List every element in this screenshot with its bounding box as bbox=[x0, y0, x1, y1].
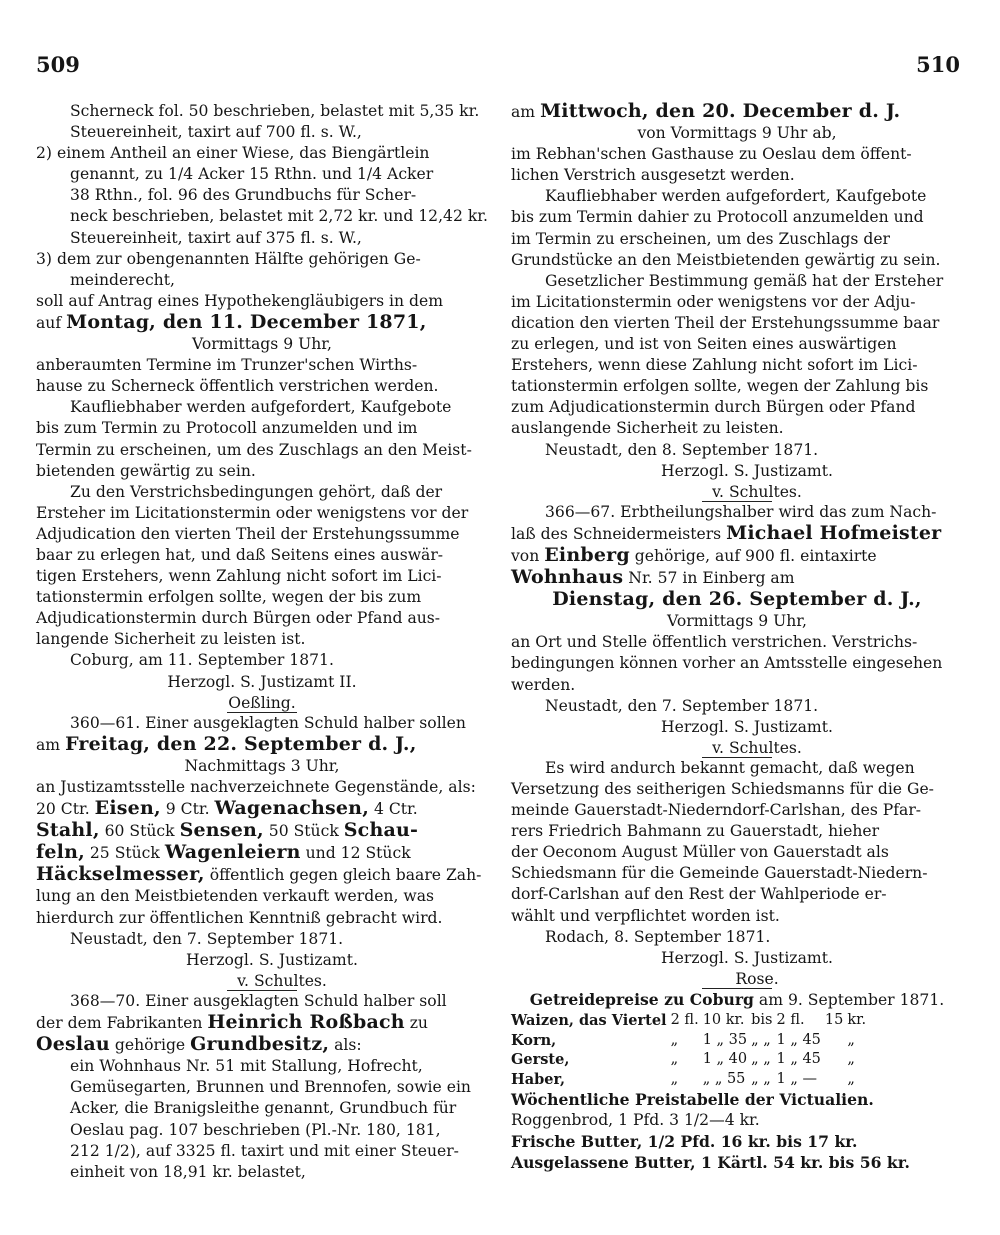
grain-prices-table bbox=[511, 1011, 870, 1089]
item-name: Wagenleiern bbox=[164, 841, 301, 864]
place-date: Neustadt, den 7. September 1871. bbox=[545, 696, 819, 715]
official-name: Rose. bbox=[735, 969, 779, 988]
text-line: baar zu erlegen hat, und daß Seitens eines auswär- bbox=[36, 545, 444, 564]
item-name: Stahl, bbox=[36, 819, 100, 842]
text-line: im Termin zu erscheinen, um des Zuschlags der bbox=[511, 229, 891, 248]
place-date: Neustadt, den 8. September 1871. bbox=[545, 440, 819, 459]
text-span: von bbox=[511, 546, 540, 565]
text-line: langende Sicherheit zu leisten ist. bbox=[36, 630, 306, 649]
grain-price-row bbox=[511, 1070, 870, 1090]
text-line: Oeslau pag. 107 beschrieben (Pl.-Nr. 180, 181, bbox=[70, 1120, 441, 1139]
grain-price-cell: 1 „ 45 bbox=[776, 1051, 821, 1068]
text-line: an Justizamtsstelle nachverzeichnete Gegenstände, als: bbox=[36, 778, 476, 796]
office-signature: Herzogl. S. Justizamt. bbox=[186, 950, 358, 969]
text-line: Kaufliebhaber werden aufgefordert, Kaufgebote bbox=[545, 187, 927, 206]
text-line: 212 1/2), auf 3325 fl. taxirt und mit einer Steuer- bbox=[70, 1141, 459, 1160]
time-line: Vormittags 9 Uhr, bbox=[192, 335, 332, 354]
text-line: rers Friedrich Bahmann zu Gauerstadt, hieher bbox=[511, 822, 880, 841]
text-line: einheit von 18,91 kr. belastet, bbox=[70, 1162, 306, 1181]
text-line: hierdurch zur öffentlichen Kenntniß gebracht wird. bbox=[36, 908, 443, 927]
grain-price-cell: 15 bbox=[824, 1012, 844, 1029]
text-line bbox=[36, 1034, 488, 1056]
text-line: an Ort und Stelle öffentlich verstrichen. Verstrichs- bbox=[511, 633, 918, 652]
item-name: Schau- bbox=[343, 819, 419, 842]
date-line bbox=[36, 734, 488, 756]
text-line: Steuereinheit, taxirt auf 375 fl. s. W., bbox=[70, 228, 362, 247]
victual-line: Ausgelassene Butter, 1 Kärtl. 54 kr. bis 56 kr. bbox=[511, 1153, 910, 1173]
text-line: zu erlegen, und ist von Seiten eines auswärtigen bbox=[511, 335, 897, 354]
place-name: Einberg bbox=[544, 543, 630, 566]
grain-price-cell: „ „ bbox=[751, 1070, 771, 1087]
official-name: Oeßling. bbox=[228, 693, 296, 712]
text-line: Scherneck fol. 50 beschrieben, belastet mit 5,35 kr. bbox=[70, 102, 480, 120]
grain-price-row bbox=[511, 1031, 870, 1051]
text-line: 2) einem Antheil an einer Wiese, das Biengärtlein bbox=[36, 144, 430, 163]
text-span: 4 Ctr. bbox=[373, 800, 418, 819]
time-line: von Vormittags 9 Uhr ab, bbox=[637, 124, 837, 143]
text-line: zum Adjudicationstermin durch Bürgen oder Pfand bbox=[511, 398, 916, 417]
text-span: gehörige bbox=[114, 1036, 186, 1055]
text-line: Steuereinheit, taxirt auf 700 fl. s. W., bbox=[70, 123, 362, 142]
text-line: bedingungen können vorher an Amtsstelle eingesehen bbox=[511, 654, 943, 673]
page-number-left: 509 bbox=[36, 52, 80, 77]
text-line: bietenden gewärtig zu sein. bbox=[36, 461, 256, 480]
text-line: anberaumten Termine im Trunzer'schen Wirths- bbox=[36, 356, 418, 375]
time-line: Nachmittags 3 Uhr, bbox=[184, 756, 340, 775]
grain-price-cell: 1 „ — bbox=[776, 1070, 817, 1087]
text-line: 368—70. Einer ausgeklagten Schuld halber soll bbox=[70, 991, 447, 1010]
time-line: Vormittags 9 Uhr, bbox=[667, 612, 807, 631]
text-line: werden. bbox=[511, 675, 576, 694]
text-span: als: bbox=[334, 1036, 362, 1055]
grain-name-cell: Gerste, bbox=[511, 1051, 570, 1069]
place-date: Neustadt, den 7. September 1871. bbox=[70, 929, 344, 948]
grain-prices-title: Getreidepreise zu Coburg bbox=[529, 989, 754, 1009]
text-line: tationstermin erfolgen sollte, wegen der bis zum bbox=[36, 588, 422, 607]
official-name: v. Schultes. bbox=[712, 738, 802, 757]
text-line bbox=[36, 798, 488, 820]
text-line bbox=[36, 820, 488, 842]
grain-price-cell: „ bbox=[670, 1051, 679, 1068]
grain-price-cell: „ bbox=[847, 1070, 855, 1087]
text-line: dorf-Carlshan auf den Rest der Wahlperiode er- bbox=[511, 885, 887, 904]
grain-price-cell: „ „ 55 bbox=[702, 1070, 746, 1087]
text-span: öffentlich gegen gleich baare Zah- bbox=[209, 866, 482, 885]
text-line: Adjudicationstermin durch Bürgen oder Pfand aus- bbox=[36, 609, 441, 628]
auction-date: Montag, den 11. December 1871, bbox=[66, 310, 427, 333]
text-span: 9 Ctr. bbox=[165, 800, 210, 819]
date-line bbox=[36, 312, 488, 334]
item-name: Grundbesitz, bbox=[190, 1033, 330, 1056]
office-signature: Herzogl. S. Justizamt. bbox=[661, 948, 833, 967]
grain-price-row bbox=[511, 1050, 870, 1070]
text-line: Kaufliebhaber werden aufgefordert, Kaufgebote bbox=[70, 398, 452, 417]
grain-price-cell: 1 „ 40 bbox=[702, 1051, 748, 1068]
auction-date-text: Dienstag, den 26. September d. J., bbox=[552, 588, 922, 611]
text-line: lung an den Meistbietenden verkauft werden, was bbox=[36, 887, 435, 906]
page-number-right: 510 bbox=[916, 52, 960, 77]
text-line: genannt, zu 1/4 Acker 15 Rthn. und 1/4 Acker bbox=[70, 165, 434, 184]
grain-prices-heading bbox=[511, 989, 963, 1011]
item-name: feln, bbox=[36, 841, 85, 864]
grain-price-cell: „ „ bbox=[751, 1051, 771, 1068]
person-name: Michael Hofmeister bbox=[726, 521, 942, 544]
text-line: neck beschrieben, belastet mit 2,72 kr. und 12,42 kr. bbox=[70, 207, 488, 226]
grain-price-cell: „ bbox=[670, 1031, 679, 1048]
grain-price-cell: 1 „ 35 bbox=[702, 1031, 748, 1048]
text-line: 366—67. Erbtheilungshalber wird das zum Nach- bbox=[545, 502, 937, 521]
text-line bbox=[511, 545, 963, 567]
place-date: Coburg, am 11. September 1871. bbox=[70, 651, 334, 670]
grain-price-cell: 2 fl. bbox=[776, 1012, 805, 1029]
office-signature: Herzogl. S. Justizamt. bbox=[661, 717, 833, 736]
grain-name-cell: Korn, bbox=[511, 1031, 557, 1049]
person-name: Heinrich Roßbach bbox=[207, 1011, 405, 1034]
text-span: am bbox=[511, 103, 536, 121]
text-line: Adjudication den vierten Theil der Erstehungssumme bbox=[36, 524, 460, 543]
grain-price-cell: 2 fl. bbox=[670, 1012, 699, 1029]
text-line: 38 Rthn., fol. 96 des Grundbuchs für Scher- bbox=[70, 186, 417, 205]
text-line: bis zum Termin zu Protocoll anzumelden und im bbox=[36, 419, 418, 438]
victual-line: Roggenbrod, 1 Pfd. 3 1/2—4 kr. bbox=[511, 1111, 760, 1130]
item-name: Wohnhaus bbox=[511, 566, 624, 589]
grain-price-cell bbox=[825, 1050, 847, 1070]
office-signature: Herzogl. S. Justizamt. bbox=[661, 461, 833, 480]
text-line: im Licitationstermin oder wenigstens vor der Adju- bbox=[511, 292, 916, 311]
official-name: v. Schultes. bbox=[237, 971, 327, 990]
text-line: ein Wohnhaus Nr. 51 mit Stallung, Hofrecht, bbox=[70, 1057, 423, 1076]
text-line: Gemüsegarten, Brunnen und Brennofen, sowie ein bbox=[70, 1078, 471, 1097]
text-line: tationstermin erfolgen sollte, wegen der Zahlung bis bbox=[511, 377, 929, 396]
text-span: auf bbox=[36, 313, 62, 332]
text-span: 25 Stück bbox=[89, 844, 160, 863]
text-line: Gesetzlicher Bestimmung gemäß hat der Ersteher bbox=[545, 271, 944, 290]
grain-name-cell: Haber, bbox=[511, 1070, 566, 1088]
grain-price-cell bbox=[825, 1031, 847, 1051]
grain-price-cell: „ bbox=[847, 1031, 855, 1048]
text-line: 360—61. Einer ausgeklagten Schuld halber sollen bbox=[70, 713, 466, 732]
text-line: Grundstücke an den Meistbietenden gewärtig zu sein. bbox=[511, 250, 941, 269]
text-line: dication den vierten Theil der Erstehungssumme baar bbox=[511, 313, 940, 332]
text-line: Termin zu erscheinen, um des Zuschlags an den Meist- bbox=[36, 440, 472, 459]
text-span: und 12 Stück bbox=[305, 844, 411, 863]
auction-date: Mittwoch, den 20. December d. J. bbox=[540, 100, 901, 122]
grain-price-cell: bis bbox=[751, 1012, 773, 1029]
auction-date bbox=[511, 589, 963, 611]
text-span: zu bbox=[409, 1014, 428, 1033]
text-line: Versetzung des seitherigen Schiedsmanns für die Ge- bbox=[511, 780, 934, 798]
auction-date: Freitag, den 22. September d. J., bbox=[65, 732, 417, 755]
text-line: im Rebhan'schen Gasthause zu Oeslau dem öffent- bbox=[511, 145, 912, 164]
text-span: der dem Fabrikanten bbox=[36, 1014, 203, 1033]
grain-price-cell: „ bbox=[847, 1051, 855, 1068]
grain-price-row bbox=[511, 1011, 870, 1031]
text-line: Zu den Verstrichsbedingungen gehört, daß der bbox=[70, 482, 443, 501]
text-span: laß des Schneidermeisters bbox=[511, 524, 722, 543]
grain-price-cell: kr. bbox=[847, 1012, 867, 1029]
item-name: Wagenachsen, bbox=[214, 797, 370, 820]
text-line: tigen Erstehers, wenn Zahlung nicht sofort im Lici- bbox=[36, 567, 442, 586]
place-date: Rodach, 8. September 1871. bbox=[545, 927, 771, 946]
text-line: 3) dem zur obengenannten Hälfte gehörigen Ge- bbox=[36, 249, 421, 268]
text-line: soll auf Antrag eines Hypothekengläubigers in dem bbox=[36, 291, 444, 310]
victual-line: Frische Butter, 1/2 Pfd. 16 kr. bis 17 kr. bbox=[511, 1132, 858, 1152]
official-name: v. Schultes. bbox=[712, 482, 802, 501]
text-line: Acker, die Branigsleithe genannt, Grundbuch für bbox=[70, 1099, 457, 1118]
text-line bbox=[36, 864, 488, 886]
text-line: Es wird andurch bekannt gemacht, daß wegen bbox=[545, 758, 915, 777]
grain-name-cell: Waizen, das Viertel bbox=[511, 1012, 667, 1030]
text-line: wählt und verpflichtet worden ist. bbox=[511, 906, 780, 925]
text-span: gehörige, auf 900 fl. eintaxirte bbox=[634, 546, 877, 565]
text-line: lichen Verstrich ausgesetzt werden. bbox=[511, 166, 795, 185]
text-line bbox=[511, 523, 963, 545]
right-column bbox=[511, 101, 963, 1173]
text-line bbox=[36, 1012, 488, 1034]
left-column bbox=[36, 101, 488, 1183]
text-line: der Oeconom August Müller von Gauerstadt als bbox=[511, 843, 889, 862]
text-line: bis zum Termin dahier zu Protocoll anzumelden und bbox=[511, 208, 924, 227]
grain-price-cell: „ bbox=[670, 1070, 679, 1087]
place-name: Oeslau bbox=[36, 1033, 110, 1056]
text-span: Nr. 57 in Einberg am bbox=[628, 569, 795, 588]
item-name: Häckselmesser, bbox=[36, 863, 205, 886]
text-line: auslangende Sicherheit zu leisten. bbox=[511, 419, 784, 438]
date-line bbox=[511, 101, 963, 123]
text-span: am bbox=[36, 735, 61, 754]
item-name: Eisen, bbox=[94, 797, 161, 820]
text-span: 20 Ctr. bbox=[36, 800, 90, 819]
text-line bbox=[36, 842, 488, 864]
text-span: 50 Stück bbox=[268, 822, 339, 841]
text-line: meinderecht, bbox=[70, 270, 175, 289]
text-line: Schiedsmann für die Gemeinde Gauerstadt-Niedern- bbox=[511, 864, 928, 883]
grain-price-cell: 1 „ 45 bbox=[776, 1031, 821, 1048]
grain-price-cell bbox=[825, 1070, 847, 1090]
text-span: 60 Stück bbox=[104, 822, 175, 841]
item-name: Sensen, bbox=[179, 819, 264, 842]
text-line bbox=[511, 567, 963, 589]
grain-prices-date: am 9. September 1871. bbox=[758, 990, 945, 1009]
grain-price-cell: „ „ bbox=[751, 1031, 771, 1048]
text-line: meinde Gauerstadt-Niederndorf-Carlshan, des Pfar- bbox=[511, 801, 922, 820]
text-line: Ersteher im Licitationstermin oder wenigstens vor der bbox=[36, 503, 469, 522]
grain-price-cell: 10 kr. bbox=[702, 1012, 745, 1029]
office-signature: Herzogl. S. Justizamt II. bbox=[167, 672, 357, 691]
text-line: Erstehers, wenn diese Zahlung nicht sofort im Lici- bbox=[511, 356, 918, 375]
victuals-heading: Wöchentliche Preistabelle der Victualien. bbox=[511, 1090, 874, 1110]
text-line: hause zu Scherneck öffentlich verstrichen werden. bbox=[36, 377, 439, 396]
